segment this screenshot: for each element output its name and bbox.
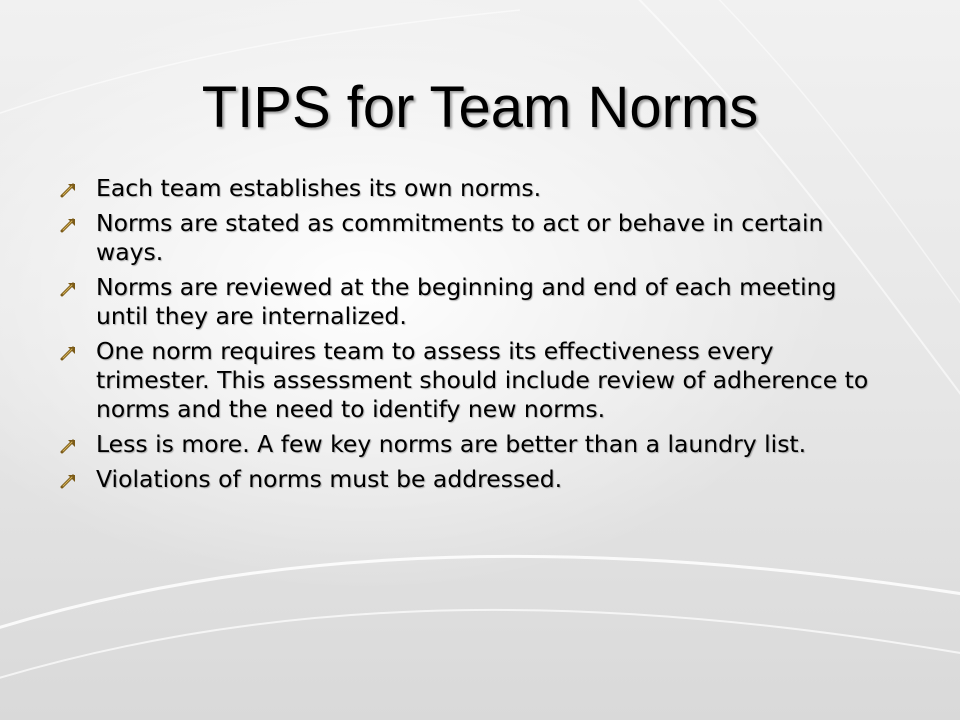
arrow-bullet-icon bbox=[60, 472, 78, 490]
bullet-text: Norms are reviewed at the beginning and end of each meeting until they are internalized. bbox=[96, 273, 837, 330]
bullet-item bbox=[60, 465, 890, 494]
arrow-bullet-icon bbox=[60, 344, 78, 362]
arrow-bullet-icon bbox=[60, 181, 78, 199]
bullet-text: One norm requires team to assess its effectiveness every trimester. This assessment should include review of adherence to norms and the need to identify new norms. bbox=[96, 337, 869, 423]
arrow-bullet-icon bbox=[60, 280, 78, 298]
arrow-bullet-icon bbox=[60, 216, 78, 234]
bullet-item bbox=[60, 209, 890, 267]
bullet-text: Norms are stated as commitments to act or behave in certain ways. bbox=[96, 209, 824, 266]
bullet-item bbox=[60, 174, 890, 203]
bullet-item bbox=[60, 337, 890, 424]
bullet-text: Violations of norms must be addressed. bbox=[96, 465, 563, 493]
slide-title: TIPS for Team Norms bbox=[201, 75, 759, 140]
arrow-bullet-icon bbox=[60, 437, 78, 455]
bullet-text: Each team establishes its own norms. bbox=[96, 174, 542, 202]
bullet-item bbox=[60, 273, 890, 331]
bullet-list bbox=[60, 174, 890, 500]
bullet-text: Less is more. A few key norms are better than a laundry list. bbox=[96, 430, 807, 458]
bullet-item bbox=[60, 430, 890, 459]
